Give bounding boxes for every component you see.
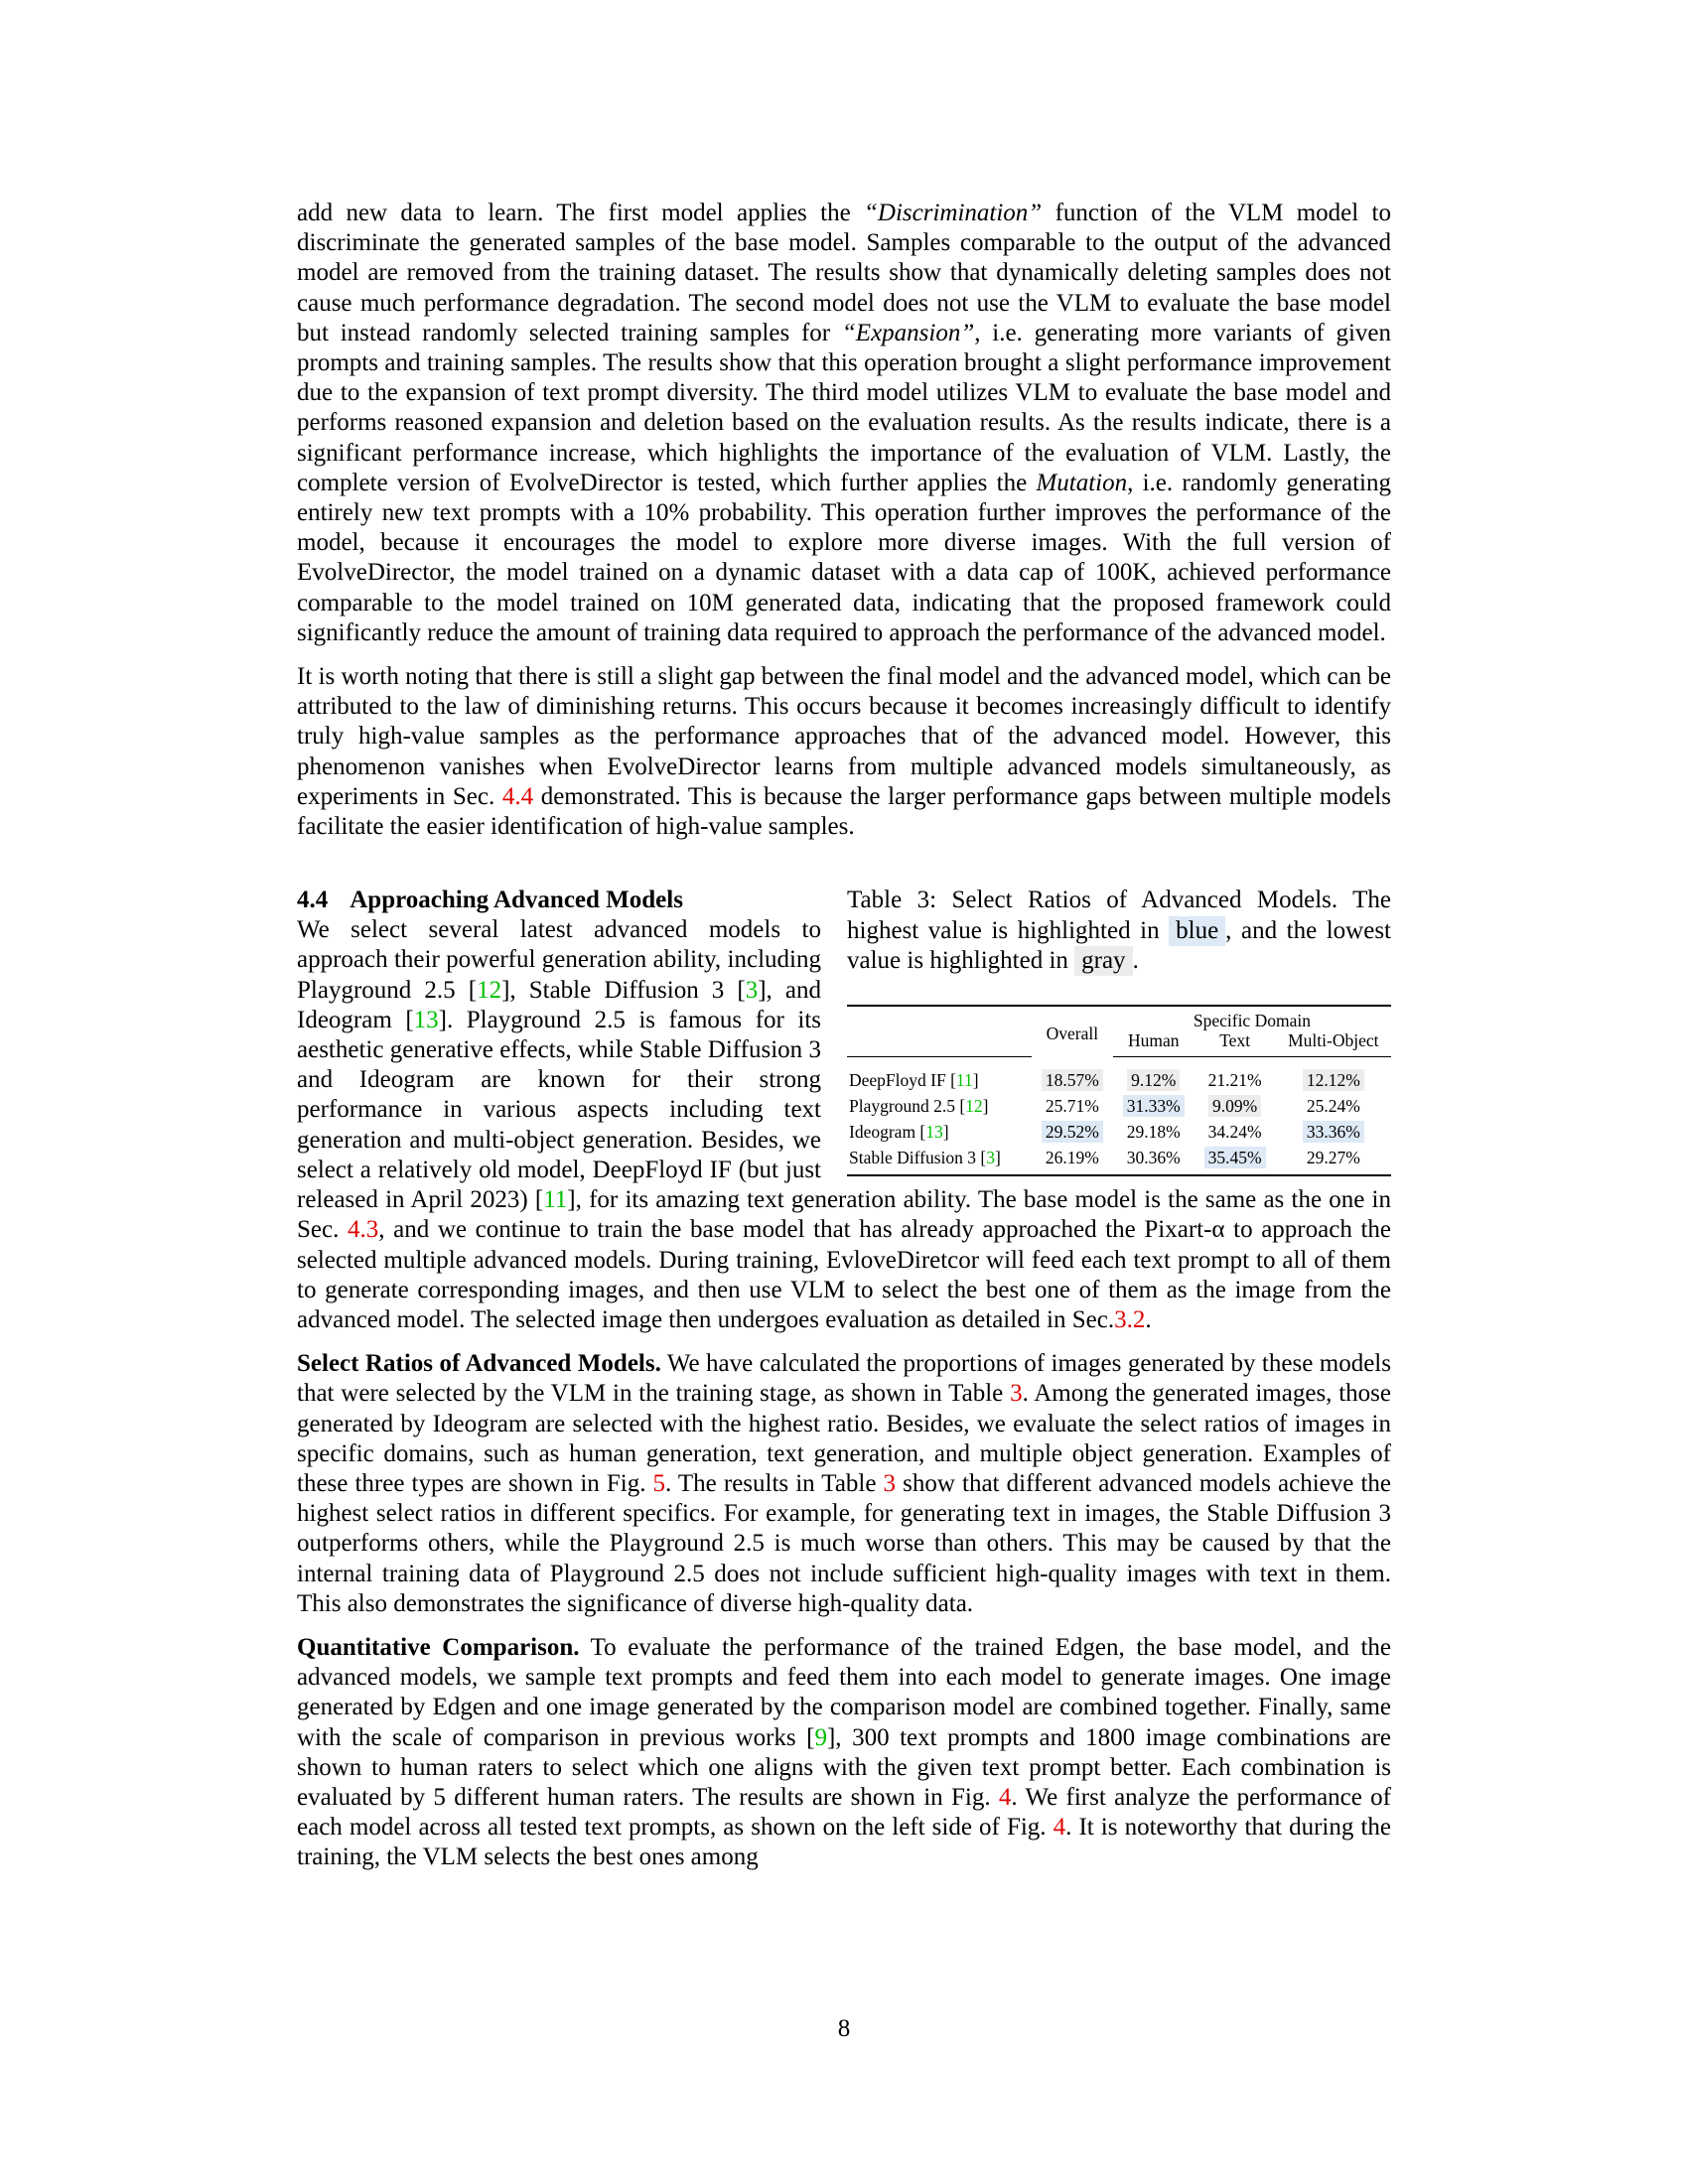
citation-link[interactable]: 3 xyxy=(986,1147,995,1167)
table-caption: Table 3: Select Ratios of Advanced Models. The highest value is highlighted in blue , and the lowest value is highlighted in gray . xyxy=(847,887,1391,975)
cell-multi: 33.36% xyxy=(1303,1121,1364,1143)
term-discrimination: “Discrimination” xyxy=(864,200,1043,226)
col-overall-header: Overall xyxy=(1046,1024,1099,1044)
cell-text: 34.24% xyxy=(1207,1121,1262,1142)
section-ref-link[interactable]: 4.3 xyxy=(347,1216,379,1244)
cell-text: 35.45% xyxy=(1204,1147,1266,1168)
citation-link[interactable]: 9 xyxy=(814,1723,827,1751)
cell-human: 31.33% xyxy=(1123,1095,1185,1117)
paragraph-advanced-models: We select several latest advanced models to approach their powerful generation ability, including Playground 2.5 [12], Stable Diffusion 3 [3], and Ideogram [13]. Playground 2.5 is famous for its aesthetic generative effects, while Stable Diffusion 3 and Ideogram are known for their strong performance in various aspects including text generation and multi-object generation. Besides, we select a relatively old model, DeepFloyd IF (but just released in April 2023) [11], for its amazing text generation ability. The base model is the same as the one in Sec. 4.3, and we continue to train the base model that has already approached the Pixart-α to approach the selected multiple advanced models. During training, EvloveDiretcor will feed each text prompt to all of them to generate corresponding images, and then use VLM to select the best one of them as the image from the advanced model. The selected image then undergoes evaluation as detailed in Sec.3.2. xyxy=(297,916,1392,1333)
table-row xyxy=(847,1093,1391,1119)
citation-link[interactable]: 13 xyxy=(413,1006,439,1033)
cell-human: 30.36% xyxy=(1126,1147,1181,1167)
citation-link[interactable]: 11 xyxy=(543,1186,568,1214)
caption-gray-highlight: gray xyxy=(1074,946,1132,976)
select-ratio-table xyxy=(847,1005,1391,1176)
section-4-4 xyxy=(297,886,1391,1872)
table-row xyxy=(847,1056,1391,1093)
citation-link[interactable]: 12 xyxy=(477,976,502,1004)
paragraph-gap: It is worth noting that there is still a slight gap between the final model and the advanced model, which can be attributed to the law of diminishing returns. This occurs because it becomes increasingly difficult to identify truly high-value samples as the performance approaches that of the advanced model. However, this phenomenon vanishes when EvolveDirector learns from multiple advanced models simultaneously, as experiments in Sec. 4.4 demonstrated. This is because the larger performance gaps between multiple models facilitate the easier identification of high-value samples. xyxy=(297,663,1391,841)
citation-link[interactable]: 11 xyxy=(955,1069,973,1090)
cell-text: 9.09% xyxy=(1208,1095,1261,1117)
cell-overall: 25.71% xyxy=(1045,1095,1099,1116)
paragraph-select-ratios: Select Ratios of Advanced Models. We have calculated the proportions of images generated by these models that were selected by the VLM in the training stage, as shown in Table 3. Among the generated images, those generated by Ideogram are selected with the highest ratio. Besides, we evaluate the select ratios of images in specific domains, such as human generation, text generation, and multiple object generation. Examples of these three types are shown in Fig. 5. The results in Table 3 show that different advanced models achieve the highest select ratios in different specifics. For example, for generating text in images, the Stable Diffusion 3 outperforms others, while the Playground 2.5 is much worse than others. This may be caused by that the internal training data of Playground 2.5 does not include sufficient high-quality images with text in them. This also demonstrates the significance of diverse high-quality data. xyxy=(297,1350,1391,1617)
figure-ref-link[interactable]: 4 xyxy=(998,1783,1012,1811)
term-mutation: Mutation xyxy=(1036,469,1128,496)
table-row xyxy=(847,1145,1391,1175)
caption-blue-highlight: blue xyxy=(1169,916,1225,946)
paragraph-quantitative: Quantitative Comparison. To evaluate the performance of the trained Edgen, the base model, and the advanced models, we sample text prompts and feed them into each model to generate images. One image generated by Edgen and one image generated by the comparison model are combined together. Finally, same with the scale of comparison in previous works [9], 300 text prompts and 1800 image combinations are shown to human raters to select which one aligns with the given text prompt better. Each combination is evaluated by 5 different human raters. The results are shown in Fig. 4. We first analyze the performance of each model across all tested text prompts, as shown on the left side of Fig. 4. It is noteworthy that during the training, the VLM selects the best ones among xyxy=(297,1633,1392,1871)
cell-text: 21.21% xyxy=(1207,1069,1262,1090)
term-expansion: “Expansion” xyxy=(841,319,975,346)
col-text-header: Text xyxy=(1195,1030,1276,1057)
cell-overall: 29.52% xyxy=(1042,1121,1103,1143)
cell-overall: 18.57% xyxy=(1042,1069,1103,1091)
cell-multi: 29.27% xyxy=(1306,1147,1360,1167)
section-number: 4.4 xyxy=(297,887,329,914)
paragraph-run-in-heading: Select Ratios of Advanced Models. xyxy=(297,1350,661,1378)
row-model: Ideogram [13] xyxy=(849,1121,949,1142)
cell-human: 29.18% xyxy=(1126,1121,1181,1142)
cell-overall: 26.19% xyxy=(1045,1147,1099,1167)
paragraph-ablation: add new data to learn. The first model applies the “Discrimination” function of the VLM model to discriminate the generated samples of the base model. Samples comparable to the output of the advanced model are removed from the training dataset. The results show that dynamically deleting samples does not cause much performance degradation. The second model does not use the VLM to evaluate the base model but instead randomly selected training samples for “Expansion”, i.e. generating more variants of given prompts and training samples. The results show that this operation brought a slight performance improvement due to the expansion of text prompt diversity. The third model utilizes VLM to evaluate the base model and performs reasoned expansion and deletion based on the evaluation results. As the results indicate, there is a significant performance increase, which highlights the importance of the evaluation of VLM. Lastly, the complete version of EvolveDirector is tested, which further applies the Mutation, i.e. randomly generating entirely new text prompts with a 10% probability. This operation further improves the performance of the model, because it encourages the model to explore more diverse images. With the full version of EvolveDirector, the model trained on a dynamic dataset with a data cap of 100K, achieved performance comparable to the model trained on 10M generated data, indicating that the proposed framework could significantly reduce the amount of training data required to approach the performance of the advanced model. xyxy=(297,200,1392,646)
table-3-block xyxy=(847,886,1391,1176)
col-multi-header: Multi-Object xyxy=(1276,1030,1391,1057)
cell-human: 9.12% xyxy=(1127,1069,1180,1091)
table-ref-link[interactable]: 3 xyxy=(883,1469,897,1497)
page-number: 8 xyxy=(837,2015,851,2042)
row-model: DeepFloyd IF [11] xyxy=(849,1069,979,1090)
citation-link[interactable]: 12 xyxy=(965,1095,983,1116)
citation-link[interactable]: 13 xyxy=(925,1121,943,1142)
section-title: Approaching Advanced Models xyxy=(350,887,683,914)
cell-multi: 12.12% xyxy=(1303,1069,1364,1091)
col-group-header: Specific Domain xyxy=(1193,1010,1311,1030)
row-model: Stable Diffusion 3 [3] xyxy=(849,1147,1001,1167)
paper-page xyxy=(297,199,1391,1887)
figure-ref-link[interactable]: 5 xyxy=(652,1469,666,1497)
col-human-header: Human xyxy=(1113,1030,1195,1057)
table-ref-link[interactable]: 3 xyxy=(1010,1380,1023,1408)
citation-link[interactable]: 3 xyxy=(745,976,759,1004)
section-ref-link[interactable]: 3.2 xyxy=(1114,1305,1146,1333)
row-model: Playground 2.5 [12] xyxy=(849,1095,989,1116)
section-ref-link[interactable]: 4.4 xyxy=(501,782,534,810)
paragraph-run-in-heading: Quantitative Comparison. xyxy=(297,1633,580,1661)
cell-multi: 25.24% xyxy=(1306,1095,1360,1116)
table-row xyxy=(847,1119,1391,1145)
figure-ref-link[interactable]: 4 xyxy=(1053,1814,1066,1842)
